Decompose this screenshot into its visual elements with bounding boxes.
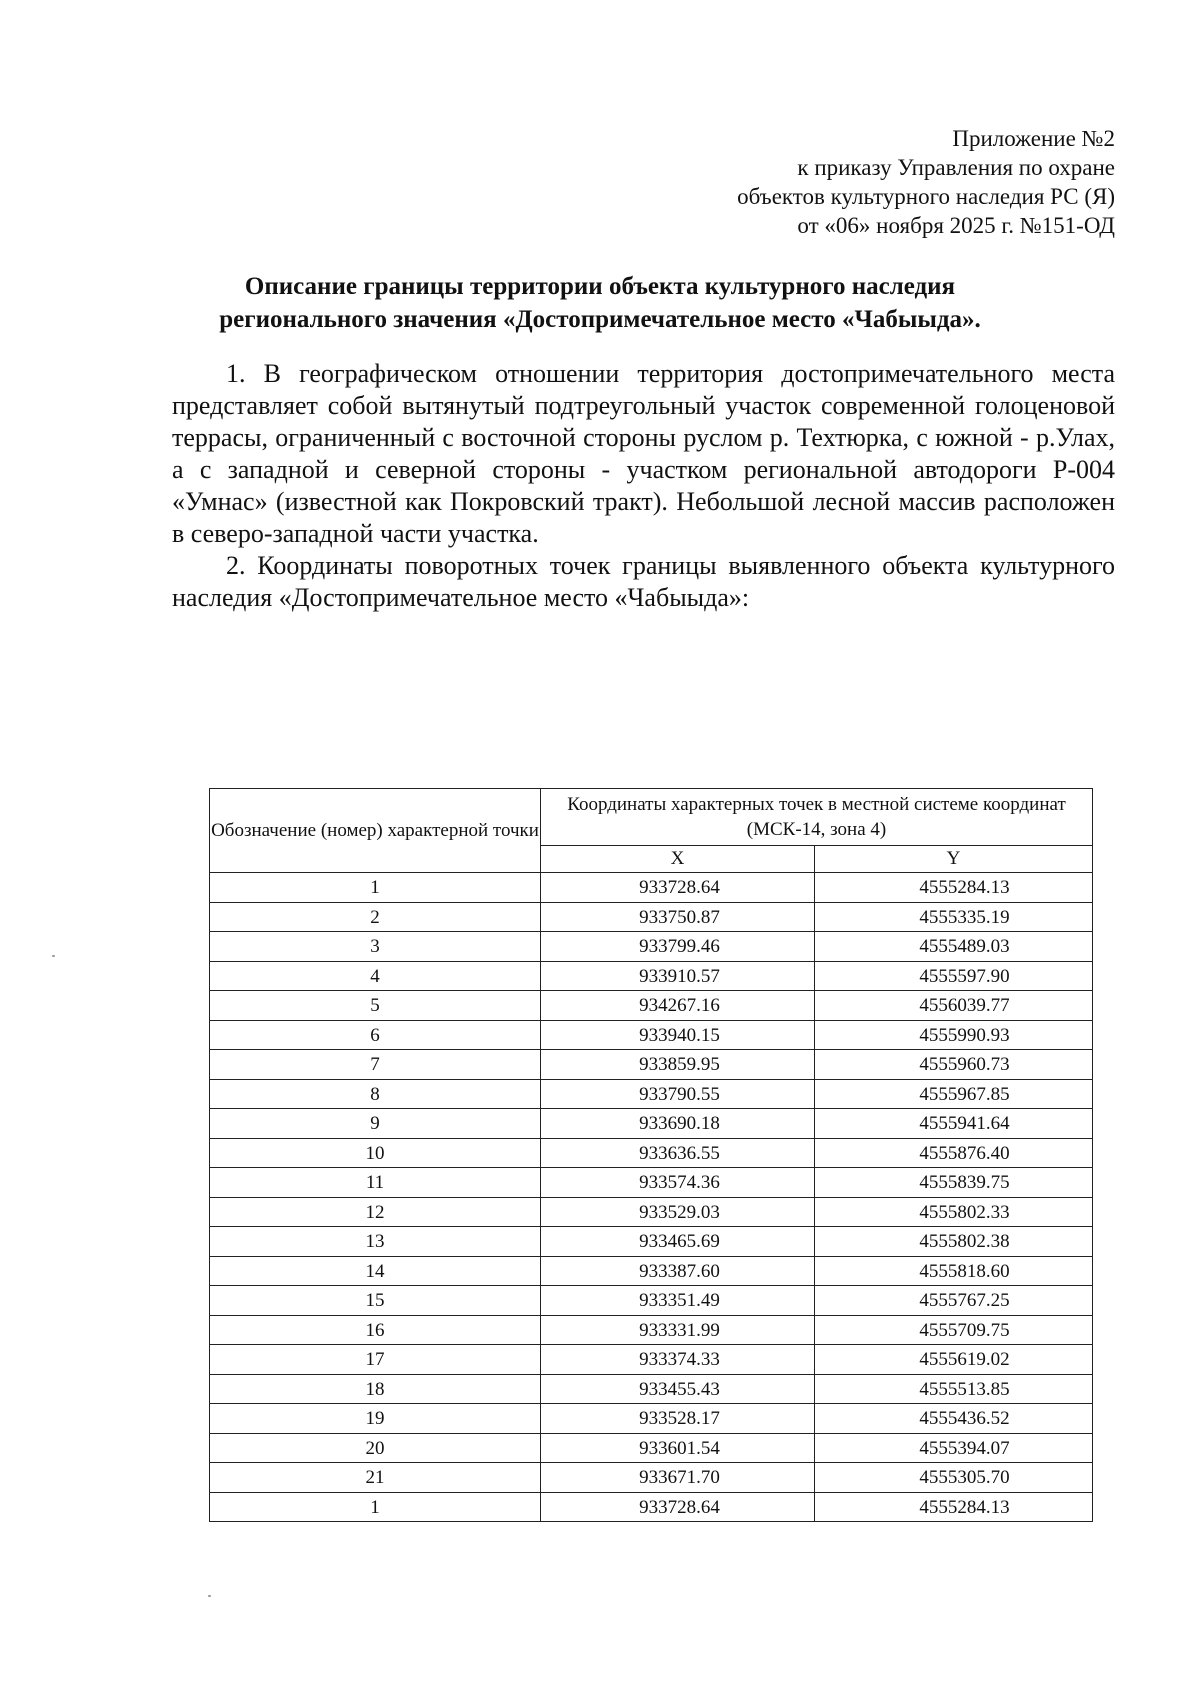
header-x: X	[541, 846, 815, 873]
point-number-cell: 12	[210, 1197, 541, 1227]
x-coordinate-cell: 933601.54	[541, 1433, 815, 1463]
paragraph-1: 1. В географическом отношении территория достопримечательного места представляет собой вытянутый подтреугольный участок современной голоценовой террасы, ограниченный с восточной стороны руслом р. Техтюрка, с южной - р.Улах, а с западной и северной стороны - участком региональной автодороги Р-004 «Умнас» (известной как Покровский тракт). Небольшой лесной массив расположен в северо-западной части участка.	[172, 359, 1115, 548]
table-row	[210, 1492, 1093, 1522]
point-number-cell: 8	[210, 1079, 541, 1109]
point-number-cell: 17	[210, 1345, 541, 1375]
table-row	[210, 1079, 1093, 1109]
table-row	[210, 1227, 1093, 1257]
x-coordinate-cell: 933859.95	[541, 1050, 815, 1080]
x-coordinate-cell: 933940.15	[541, 1020, 815, 1050]
y-coordinate-cell: 4555284.13	[815, 873, 1093, 903]
paragraph-2: 2. Координаты поворотных точек границы выявленного объекта культурного наследия «Достопримечательное место «Чабыыда»:	[172, 551, 1115, 612]
y-coordinate-cell: 4555876.40	[815, 1138, 1093, 1168]
point-number-cell: 20	[210, 1433, 541, 1463]
scan-speck	[52, 955, 55, 957]
body-text	[172, 358, 1115, 614]
point-number-cell: 1	[210, 873, 541, 903]
y-coordinate-cell: 4555960.73	[815, 1050, 1093, 1080]
table-row	[210, 1256, 1093, 1286]
x-coordinate-cell: 934267.16	[541, 991, 815, 1021]
y-coordinate-cell: 4555941.64	[815, 1109, 1093, 1139]
y-coordinate-cell: 4555818.60	[815, 1256, 1093, 1286]
point-number-cell: 3	[210, 932, 541, 962]
table-row	[210, 1138, 1093, 1168]
appendix-line-3: объектов культурного наследия РС (Я)	[737, 184, 1115, 209]
point-number-cell: 19	[210, 1404, 541, 1434]
y-coordinate-cell: 4555967.85	[815, 1079, 1093, 1109]
point-number-cell: 18	[210, 1374, 541, 1404]
table-body	[210, 873, 1093, 1522]
point-number-cell: 15	[210, 1286, 541, 1316]
x-coordinate-cell: 933910.57	[541, 961, 815, 991]
coordinates-table	[209, 788, 1093, 1522]
point-number-cell: 16	[210, 1315, 541, 1345]
y-coordinate-cell: 4555767.25	[815, 1286, 1093, 1316]
point-number-cell: 21	[210, 1463, 541, 1493]
x-coordinate-cell: 933374.33	[541, 1345, 815, 1375]
header-point-number: Обозначение (номер) характерной точки	[210, 789, 541, 873]
point-number-cell: 5	[210, 991, 541, 1021]
table-row	[210, 902, 1093, 932]
appendix-line-1: Приложение №2	[952, 126, 1115, 151]
y-coordinate-cell: 4555335.19	[815, 902, 1093, 932]
scan-speck	[208, 1595, 211, 1597]
y-coordinate-cell: 4555709.75	[815, 1315, 1093, 1345]
document-title	[100, 270, 1100, 336]
y-coordinate-cell: 4555284.13	[815, 1492, 1093, 1522]
x-coordinate-cell: 933671.70	[541, 1463, 815, 1493]
point-number-cell: 9	[210, 1109, 541, 1139]
table-row	[210, 991, 1093, 1021]
x-coordinate-cell: 933465.69	[541, 1227, 815, 1257]
appendix-line-2: к приказу Управления по охране	[797, 155, 1115, 180]
y-coordinate-cell: 4555619.02	[815, 1345, 1093, 1375]
point-number-cell: 4	[210, 961, 541, 991]
table-row	[210, 932, 1093, 962]
x-coordinate-cell: 933636.55	[541, 1138, 815, 1168]
point-number-cell: 13	[210, 1227, 541, 1257]
x-coordinate-cell: 933750.87	[541, 902, 815, 932]
title-line-2: регионального значения «Достопримечательное место «Чабыыда».	[219, 306, 981, 333]
table-row	[210, 1315, 1093, 1345]
point-number-cell: 11	[210, 1168, 541, 1198]
table-row	[210, 1286, 1093, 1316]
x-coordinate-cell: 933799.46	[541, 932, 815, 962]
y-coordinate-cell: 4555394.07	[815, 1433, 1093, 1463]
point-number-cell: 2	[210, 902, 541, 932]
point-number-cell: 6	[210, 1020, 541, 1050]
y-coordinate-cell: 4556039.77	[815, 991, 1093, 1021]
table-row	[210, 961, 1093, 991]
x-coordinate-cell: 933728.64	[541, 1492, 815, 1522]
table-row	[210, 1433, 1093, 1463]
header-coordinates: Координаты характерных точек в местной системе координат (МСК-14, зона 4)	[541, 789, 1093, 846]
point-number-cell: 7	[210, 1050, 541, 1080]
y-coordinate-cell: 4555597.90	[815, 961, 1093, 991]
table-row	[210, 1463, 1093, 1493]
y-coordinate-cell: 4555513.85	[815, 1374, 1093, 1404]
table-row	[210, 1020, 1093, 1050]
x-coordinate-cell: 933528.17	[541, 1404, 815, 1434]
x-coordinate-cell: 933387.60	[541, 1256, 815, 1286]
y-coordinate-cell: 4555436.52	[815, 1404, 1093, 1434]
table-row	[210, 1168, 1093, 1198]
table-row	[210, 1109, 1093, 1139]
title-line-1: Описание границы территории объекта культурного наследия	[244, 273, 956, 300]
x-coordinate-cell: 933690.18	[541, 1109, 815, 1139]
point-number-cell: 10	[210, 1138, 541, 1168]
x-coordinate-cell: 933574.36	[541, 1168, 815, 1198]
x-coordinate-cell: 933351.49	[541, 1286, 815, 1316]
y-coordinate-cell: 4555839.75	[815, 1168, 1093, 1198]
y-coordinate-cell: 4555489.03	[815, 932, 1093, 962]
table-row	[210, 1404, 1093, 1434]
x-coordinate-cell: 933455.43	[541, 1374, 815, 1404]
point-number-cell: 14	[210, 1256, 541, 1286]
table-row	[210, 1345, 1093, 1375]
table-row	[210, 1050, 1093, 1080]
x-coordinate-cell: 933728.64	[541, 873, 815, 903]
y-coordinate-cell: 4555802.38	[815, 1227, 1093, 1257]
y-coordinate-cell: 4555802.33	[815, 1197, 1093, 1227]
table-row	[210, 1374, 1093, 1404]
y-coordinate-cell: 4555990.93	[815, 1020, 1093, 1050]
x-coordinate-cell: 933529.03	[541, 1197, 815, 1227]
x-coordinate-cell: 933331.99	[541, 1315, 815, 1345]
table-row	[210, 873, 1093, 903]
appendix-line-4: от «06» ноября 2025 г. №151-ОД	[797, 213, 1115, 238]
point-number-cell: 1	[210, 1492, 541, 1522]
y-coordinate-cell: 4555305.70	[815, 1463, 1093, 1493]
table-row	[210, 1197, 1093, 1227]
x-coordinate-cell: 933790.55	[541, 1079, 815, 1109]
header-y: Y	[815, 846, 1093, 873]
appendix-header	[737, 124, 1115, 240]
